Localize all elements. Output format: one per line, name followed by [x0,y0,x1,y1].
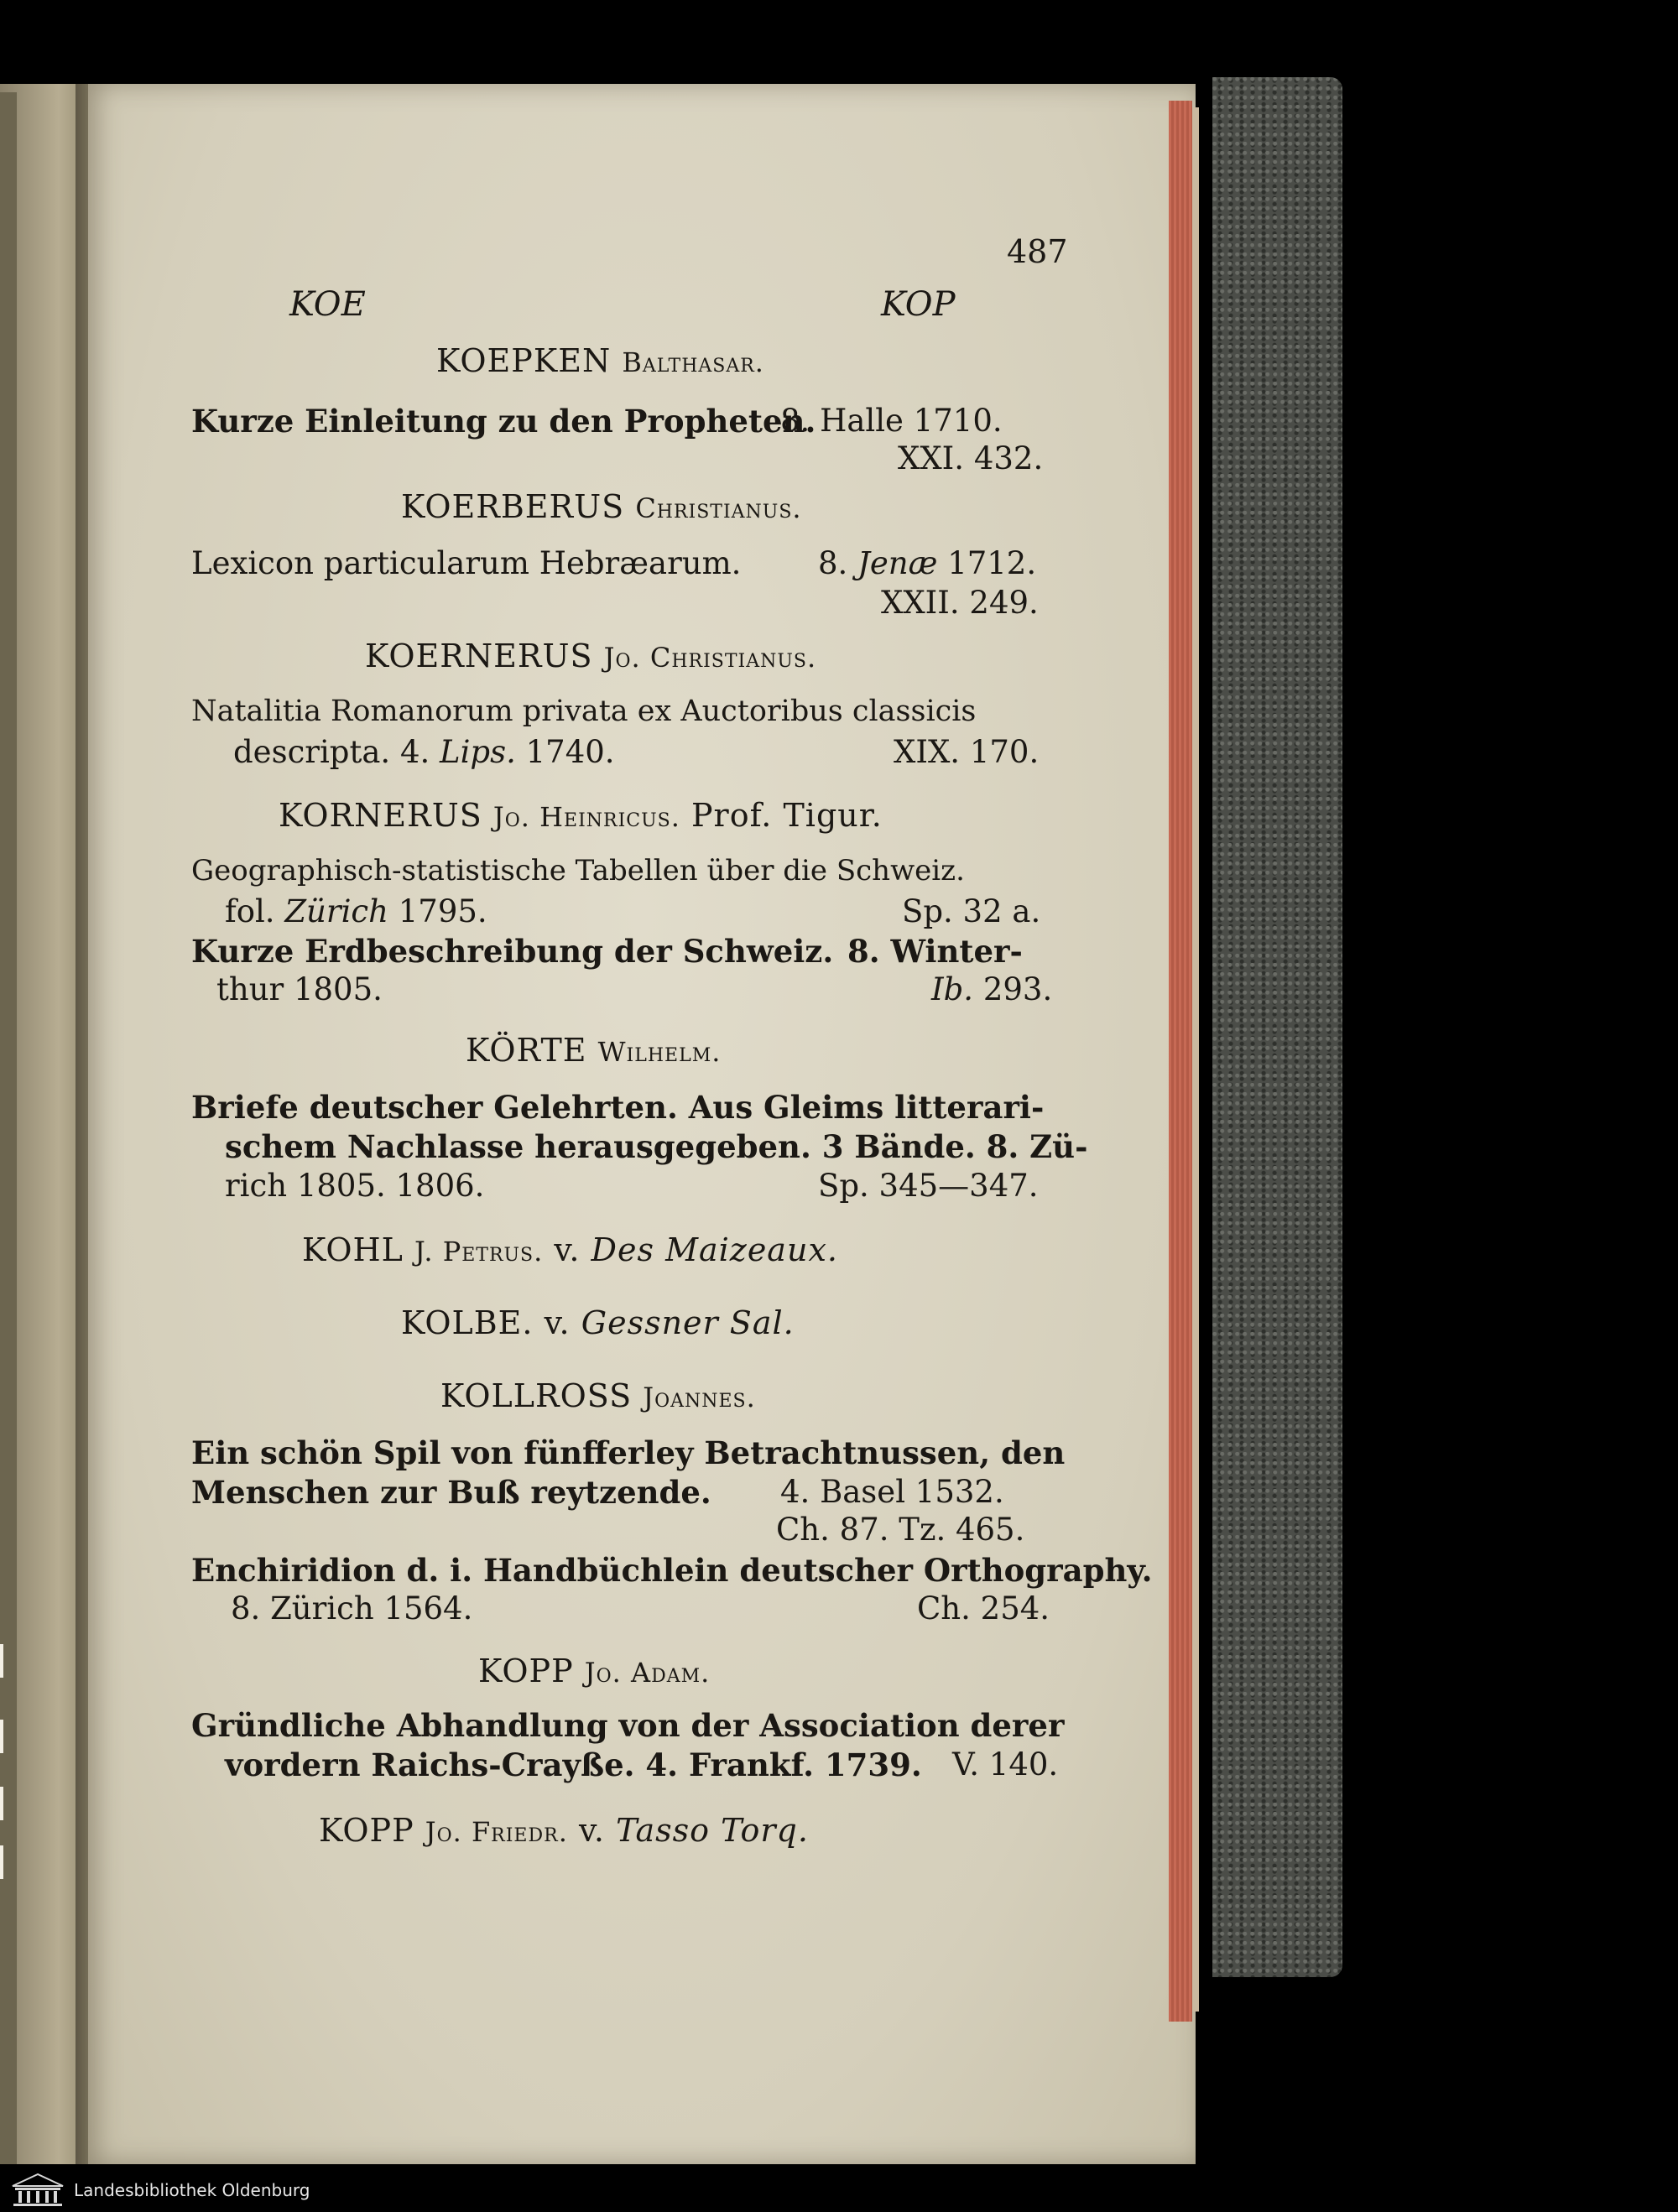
cross-reference: Des Maizeaux. [591,1231,838,1268]
entry-line: XXII. 249. [881,585,1039,621]
author-given-name: Joannes. [643,1382,756,1413]
entry-line: fol. Zürich 1795. [225,893,487,929]
author-surname: KOHL [302,1231,404,1268]
entry-line: 8. Zürich 1564. [231,1590,473,1626]
footer-bar [0,2167,1678,2212]
author-surname: KOEPKEN [436,342,612,379]
author-surname: KOLBE. [401,1304,534,1341]
entry-line: Sp. 32 a. [902,893,1041,929]
entry-line: 8. Jenæ 1712. [818,545,1037,581]
author-given-name: Christianus. [635,492,802,524]
library-name: Landesbibliothek Oldenburg [74,2180,310,2200]
author-given-name: Jo. Christianus. [603,642,817,674]
author-surname: KOPP [478,1652,574,1689]
entry-line: thur 1805. [216,971,383,1007]
author-surname: KOLLROSS [440,1377,633,1414]
author-surname: KOERNERUS [365,638,593,674]
header-right: KOP [881,285,956,324]
cross-reference: Gessner Sal. [581,1304,795,1341]
entry-line: Ch. 254. [917,1590,1050,1626]
author-given-name: Jo. Adam. [584,1657,711,1689]
author-title: Prof. Tigur. [690,797,883,834]
author-surname: KÖRTE [466,1032,587,1069]
entry-line: 8. Halle 1710. [780,403,1003,439]
entry-line: XXI. 432. [898,440,1044,476]
entry-heading: KOPP Jo. Friedr. v. Tasso Torq. [319,1812,809,1849]
entry-line: 4. Basel 1532. [780,1474,1004,1510]
header-left: KOE [289,285,366,324]
entry-line: Menschen zur Buß reytzende. [191,1474,711,1511]
author-given-name: Balthasar. [622,346,764,378]
entry-heading [401,488,802,525]
entry-line: schem Nachlasse herausgegeben. 3 Bände. 8. Zü- [225,1128,1088,1165]
entry-line: V. 140. [952,1746,1059,1783]
entry-line: 8. Winter- [847,933,1023,970]
entry-heading: KOHL J. Petrus. v. Des Maizeaux. [302,1231,838,1268]
entry-line: XIX. 170. [894,734,1040,770]
entry-line: Geographisch-statistische Tabellen über die Schweiz. [191,854,965,887]
entry-line: Ch. 87. Tz. 465. [776,1512,1025,1548]
entry-line: Kurze Erdbeschreibung der Schweiz. [191,933,834,970]
entry-line: Gründliche Abhandlung von der Association derer [191,1707,1065,1744]
entry-heading [478,1652,710,1689]
book-cover [1212,77,1342,1977]
author-given-name: Wilhelm. [597,1036,722,1068]
library-building-icon [10,2172,65,2207]
entry-line: Ib. 293. [931,971,1053,1007]
cross-reference: Tasso Torq. [616,1812,809,1849]
entry-line: Ein schön Spil von fünfferley Betrachtnussen, den [191,1434,1066,1471]
entry-line: rich 1805. 1806. [225,1168,485,1204]
author-given-name: J. Petrus. [414,1236,544,1267]
author-surname: KOPP [319,1812,414,1849]
author-given-name: Jo. Heinricus. [492,801,680,833]
page-edge-inner [1192,107,1199,2012]
author-surname: KORNERUS [279,797,482,834]
entry-heading [466,1032,721,1069]
author-given-name: Jo. Friedr. [425,1816,568,1848]
entry-heading: KOLBE. v. Gessner Sal. [401,1304,795,1341]
entry-heading [365,638,816,674]
entry-line: Sp. 345—347. [818,1168,1039,1204]
author-surname: KOERBERUS [401,488,625,525]
entry-line: Kurze Einleitung zu den Propheten. [191,403,816,440]
entry-line: descripta. 4. Lips. 1740. [233,734,615,770]
red-page-edge [1169,101,1192,2022]
entry-heading [436,342,764,379]
page-number: 487 [1007,233,1068,270]
entry-line: Enchiridion d. i. Handbüchlein deutscher Orthography. [191,1552,1153,1589]
entry-line: Briefe deutscher Gelehrten. Aus Gleims litterari- [191,1089,1045,1126]
entry-line: Natalitia Romanorum privata ex Auctoribus classicis [191,695,977,728]
entry-heading [279,797,883,834]
entry-heading [440,1377,756,1414]
entry-line: Lexicon particularum Hebræarum. [191,545,742,581]
entry-line: vordern Raichs-Crayße. 4. Frankf. 1739. [225,1746,922,1783]
